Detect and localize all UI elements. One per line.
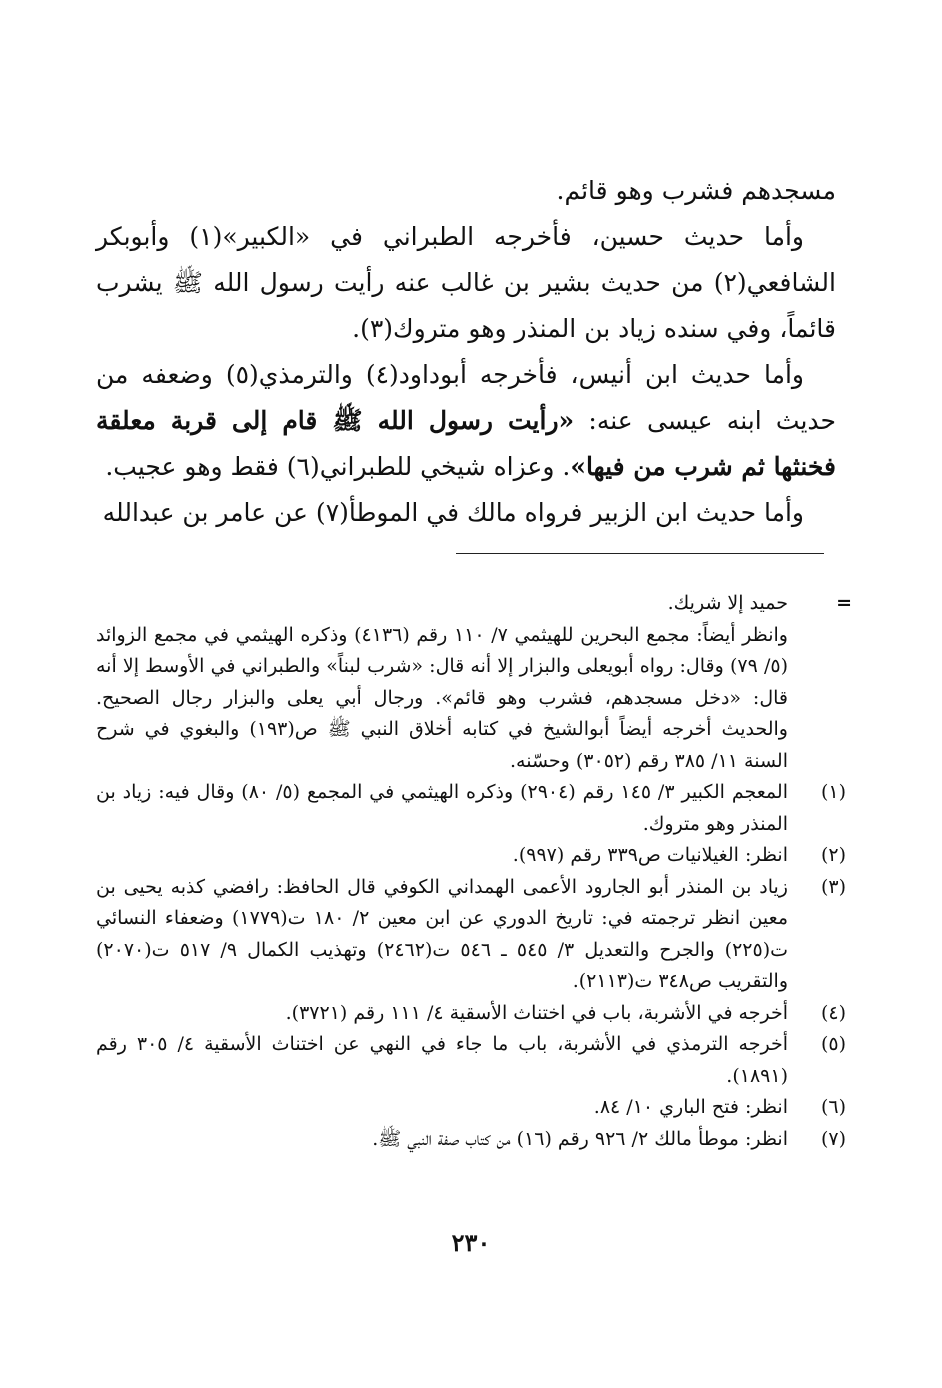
footnote-text: زياد بن المنذر أبو الجارود الأعمى الهمداني الكوفي قال الحافظ: رافضي كذبه يحيى بن معين انظر ترجمته في: تاريخ الدوري عن ابن معين ٢/ ١٨٠ ت(١٧٧٩) وضعفاء النسائي ت(٢٢٥) والجرح والتعديل ٣/ ٥٤٥ ـ ٥٤٦ ت(٢٤٦٢) وتهذيب الكمال ٩/ ٥١٧ ت(٢٠٧٠) والتقريب ص٣٤٨ ت(٢١١٣). [96,875,789,992]
footnote-text: انظر: موطأ مالك ٢/ ٩٢٦ رقم (١٦) من كتاب صفة النبي ﷺ. [372,1127,788,1150]
footnote-6 [96,1092,846,1124]
footnote-continuation-line: وانظر أيضاً: مجمع البحرين للهيثمي ٧/ ١١٠ رقم (٤١٣٦) وذكره الهيثمي في مجمع الزوائد (٥/ ٧٩) وقال: رواه أبويعلى والبزار إلا أنه قال: «شرب لبناً» والطبراني في الأوسط إلا أنه قال: «دخل مسجدهم، فشرب وهو قائم». ورجال أبي يعلى والبزار رجال الصحيح. والحديث أخرجه أيضاً أبوالشيخ في كتابه أخلاق النبي ﷺ ص(١٩٣) والبغوي في شرح السنة ١١/ ٣٨٥ رقم (٣٠٥٢) وحسّنه. [96,623,788,772]
footnote-continuation-line: حميد إلا شريك. [667,592,788,614]
footnote-5 [96,1029,846,1092]
footnote-number: (٧) [820,1127,846,1150]
footnote-continuation [96,588,852,777]
paragraph-2-intro: وأما حديث ابن أنيس، فأخرجه أبوداود(٤) والترمذي(٥) وضعفه من حديث ابنه عيسى عنه: [96,360,836,435]
footnotes [96,588,852,1155]
footnote-text: المعجم الكبير ٣/ ١٤٥ رقم (٢٩٠٤) وذكره الهيثمي في المجمع (٥/ ٨٠) وقال فيه: زياد بن المنذر وهو متروك. [96,781,788,835]
footnote-number: (٦) [820,1096,846,1118]
footnote-4 [96,998,846,1030]
paragraph-2 [96,352,836,490]
paragraph-1: وأما حديث حسين، فأخرجه الطبراني في «الكبير»(١) وأبوبكر الشافعي(٢) من حديث بشير بن غالب عنه رأيت رسول الله ﷺ يشرب قائماً، وفي سنده زياد بن المنذر وهو متروك(٣). [96,222,836,343]
footnote-number: (٥) [820,1033,846,1055]
continuation-marker: = [836,592,852,614]
footnote-1 [96,777,846,840]
hadith-quote: «رأيت رسول الله ﷺ قام إلى قربة معلقة فخنثها ثم شرب من فيها» [96,406,836,481]
page-number: ٢٣٠ [451,1228,491,1257]
footnote-number: (٤) [820,1001,846,1024]
footnote-3 [96,872,846,998]
footnote-separator [456,553,824,554]
main-text [96,168,836,536]
footnote-7 [96,1124,846,1156]
footnote-number: (٢) [820,844,846,866]
footnote-text: أخرجه الترمذي في الأشربة، باب ما جاء في النهي عن اختناث الأسقية ٤/ ٣٠٥ رقم (١٨٩١). [96,1033,788,1087]
footnote-number: (١) [820,781,846,803]
paragraph-2-end: . وعزاه شيخي للطبراني(٦) فقط وهو عجيب. [105,452,571,481]
footnote-text: انظر: الغيلانيات ص٣٣٩ رقم (٩٩٧). [512,844,788,866]
footnote-text: انظر: فتح الباري ١٠/ ٨٤. [593,1096,788,1118]
footnote-number: (٣) [820,875,846,898]
footnote-2 [96,840,846,872]
paragraph-0: مسجدهم فشرب وهو قائم. [556,176,836,205]
paragraph-3: وأما حديث ابن الزبير فرواه مالك في الموطأ(٧) عن عامر بن عبدالله [102,498,804,527]
footnote-text: أخرجه في الأشربة، باب في اختناث الأسقية ٤/ ١١١ رقم (٣٧٢١). [285,1001,788,1024]
